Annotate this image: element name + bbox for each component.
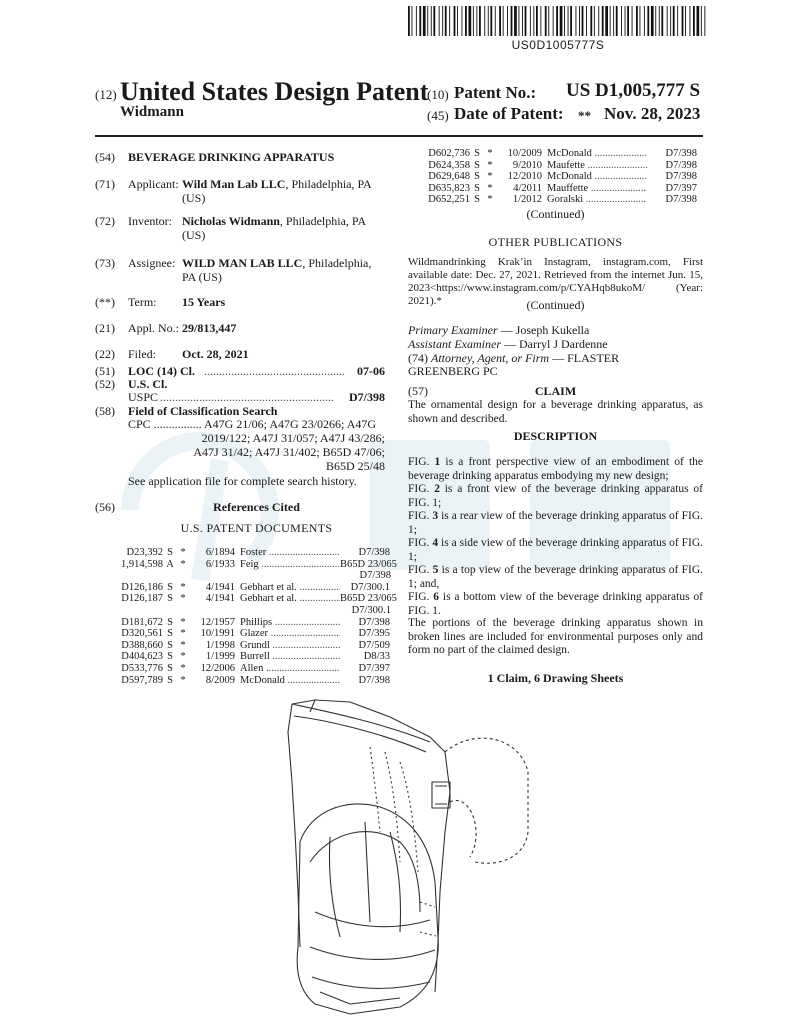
reference-number: D602,736 <box>428 148 470 159</box>
barcode-bar <box>697 6 700 36</box>
claim-text: The ornamental design for a beverage drinking apparatus, as shown and described. <box>408 399 703 425</box>
reference-name: Gebhart et al. ..... <box>235 582 340 594</box>
fig-number: 5 <box>432 564 439 576</box>
reference-date: 8/2009 <box>205 674 235 686</box>
barcode-bar <box>640 6 641 36</box>
barcode <box>408 6 708 36</box>
other-publications-title: OTHER PUBLICATIONS <box>488 235 623 249</box>
assignee-value: WILD MAN LAB LLC, Philadelphia, <box>182 256 372 270</box>
reference-star: * <box>487 171 493 183</box>
reference-star: * <box>180 593 186 605</box>
reference-number: D388,660 <box>121 639 163 651</box>
figure-description <box>408 483 703 510</box>
barcode-bar <box>503 6 504 36</box>
reference-name: Goralski ..... <box>542 194 647 206</box>
assignee-country: PA (US) <box>182 270 222 284</box>
reference-name: Mauffette ..... <box>542 183 647 195</box>
reference-name: Foster ..... <box>235 547 340 559</box>
barcode-bar <box>594 6 595 36</box>
reference-date: 1/2012 <box>512 194 542 206</box>
barcode-bar <box>627 6 629 36</box>
fig-text: is a bottom view of the beverage drinking apparatus of FIG. 1. <box>408 591 704 617</box>
reference-kind: S <box>167 616 173 628</box>
barcode-bar <box>495 6 496 36</box>
reference-kind: A <box>166 558 174 570</box>
barcode-bar <box>514 6 517 36</box>
reference-row <box>101 582 391 594</box>
reference-date: 1/1998 <box>205 639 235 651</box>
barcode-bar <box>525 6 527 36</box>
reference-date: 6/1894 <box>205 547 235 558</box>
barcode-bar <box>536 6 538 36</box>
date-stars: ** <box>578 108 591 123</box>
field-label: Field of Classification Search <box>128 404 278 418</box>
reference-date: 4/1941 <box>205 593 235 605</box>
barcode-bar <box>476 6 477 36</box>
reference-class: D7/398 <box>358 616 390 628</box>
barcode-bar <box>511 6 513 36</box>
barcode-bar <box>469 6 472 36</box>
continued-1: (Continued) <box>526 207 585 221</box>
reference-date: 1/1999 <box>205 651 235 663</box>
reference-star: * <box>180 639 186 651</box>
cpc-line-3: A47J 31/42; A47J 31/402; B65D 47/06; <box>193 445 385 459</box>
reference-date: 6/1933 <box>205 558 235 570</box>
patent-no-label: Patent No.: <box>454 83 537 102</box>
assignee-label: Assignee: <box>128 256 176 270</box>
barcode-bar <box>693 6 695 36</box>
barcode-bar <box>632 6 633 36</box>
barcode-bar <box>564 6 565 36</box>
loc-value: 07-06 <box>357 364 385 378</box>
barcode-bar <box>590 6 592 36</box>
barcode-bar <box>682 6 684 36</box>
cpc-line-4: B65D 25/48 <box>325 459 385 473</box>
reference-star: * <box>180 616 186 628</box>
reference-class: D7/300.1 <box>350 581 390 593</box>
reference-name: Grundl ..... <box>235 640 340 652</box>
barcode-bar <box>462 6 463 36</box>
reference-star: * <box>487 194 493 206</box>
reference-number: 1,914,598 <box>121 558 163 570</box>
reference-number: D23,392 <box>126 547 163 558</box>
reference-class: D7/398 <box>665 171 697 183</box>
barcode-bar <box>685 6 686 36</box>
barcode-bar <box>553 6 554 36</box>
applicant-country: (US) <box>182 191 206 205</box>
fig-text: is a front view of the beverage drinking apparatus of FIG. 1; <box>408 483 704 509</box>
applicant-code: (71) <box>95 177 115 191</box>
reference-name: Burrell ..... <box>235 651 340 663</box>
refs-code: (56) <box>95 500 115 514</box>
barcode-bar <box>473 6 474 36</box>
assignee-code: (73) <box>95 256 115 270</box>
barcode-bar <box>540 6 541 36</box>
reference-number: D597,789 <box>121 674 163 686</box>
barcode-bar <box>621 6 622 36</box>
barcode-bar <box>445 6 447 36</box>
code-12: (12) <box>95 87 117 102</box>
barcode-bar <box>598 6 599 36</box>
reference-row <box>101 617 391 629</box>
reference-row <box>408 194 703 206</box>
barcode-bar <box>667 6 668 36</box>
reference-kind: S <box>167 628 173 640</box>
barcode-bar <box>602 6 604 36</box>
reference-kind: S <box>474 194 480 206</box>
reference-kind: S <box>167 651 173 663</box>
fig-number: 6 <box>433 591 440 603</box>
inventor-surname: Widmann <box>120 104 184 120</box>
fig-prefix: FIG. <box>408 537 433 549</box>
reference-number: D624,358 <box>428 159 470 171</box>
cpc-line-2: 2019/122; A47J 31/057; A47J 43/286; <box>201 431 385 445</box>
reference-date: 9/2010 <box>512 159 542 171</box>
barcode-bar <box>454 6 456 36</box>
reference-number: D652,251 <box>428 194 470 206</box>
reference-kind: S <box>167 581 173 593</box>
barcode-bar <box>701 6 702 36</box>
reference-number: D635,823 <box>428 182 470 194</box>
applicant-label: Applicant: <box>128 177 179 191</box>
barcode-bar <box>522 6 523 36</box>
reference-class-continued: D7/300.1 <box>351 604 391 616</box>
reference-name: McDonald ..... <box>235 675 340 687</box>
continued-2: (Continued) <box>526 298 585 312</box>
figure-description <box>408 456 703 483</box>
reference-class: D7/398 <box>358 547 390 558</box>
barcode-bar <box>533 6 534 36</box>
barcode-bar <box>416 6 417 36</box>
design-drawing-figure <box>270 692 530 1022</box>
reference-kind: S <box>167 639 173 651</box>
inventor-label: Inventor: <box>128 214 172 228</box>
barcode-bar <box>507 6 508 36</box>
term-label: Term: <box>128 295 157 309</box>
code-45: (45) <box>427 108 449 123</box>
barcode-bar <box>576 6 577 36</box>
reference-name: Phillips ..... <box>235 617 340 629</box>
reference-number: D404,623 <box>121 651 163 663</box>
reference-row <box>101 547 391 559</box>
barcode-bar <box>568 6 569 36</box>
fig-number: 2 <box>434 483 440 495</box>
reference-star: * <box>180 547 186 558</box>
figure-descriptions <box>408 456 703 618</box>
barcode-number: US0D1005777S <box>511 38 605 52</box>
reference-class: D7/398 <box>665 194 697 206</box>
other-publication-entry: Wildmandrinking Krak’in Instagram, instagram.com, First available date: Dec. 27, 2021. Retrieved from the internet Jun. 15, 2023<https://www.instagram.com/p/CYAHqb8ukoM/ (Year: 2021).* <box>408 256 703 307</box>
reference-class: D7/397 <box>665 182 697 194</box>
barcode-bar <box>427 6 428 36</box>
inventor-country: (US) <box>182 228 206 242</box>
fig-prefix: FIG. <box>408 510 433 522</box>
reference-star: * <box>180 651 186 663</box>
reference-class: D7/398 <box>665 148 697 159</box>
barcode-bar <box>704 6 705 36</box>
reference-star: * <box>180 628 186 640</box>
reference-name: Allen ..... <box>235 663 340 675</box>
figure-description <box>408 537 703 564</box>
reference-number: D126,187 <box>121 593 163 605</box>
us-docs-title: U.S. PATENT DOCUMENTS <box>180 521 333 535</box>
reference-row <box>101 640 391 652</box>
fig-text: is a rear view of the beverage drinking apparatus of FIG. 1; <box>408 510 704 536</box>
barcode-bar <box>457 6 458 36</box>
patent-number: US D1,005,777 S <box>566 80 701 101</box>
barcode-bar <box>582 6 584 36</box>
reference-row <box>408 171 703 183</box>
reference-star: * <box>180 558 186 570</box>
description-title: DESCRIPTION <box>513 429 598 443</box>
barcode-bar <box>412 6 413 36</box>
filed-label: Filed: <box>128 347 157 361</box>
see-application-note: See application file for complete search history. <box>128 474 357 488</box>
barcode-bar <box>490 6 492 36</box>
attorney-firm-cont: GREENBERG PC <box>408 364 498 378</box>
fig-text: is a side view of the beverage drinking apparatus of FIG. 1; <box>408 537 704 563</box>
broken-lines-note: The portions of the beverage drinking apparatus shown in broken lines are included for environmental purposes only and form no part of the claimed design. <box>408 617 703 656</box>
design-title: BEVERAGE DRINKING APPARATUS <box>128 150 335 164</box>
us-references-list-continued <box>408 148 703 206</box>
filed-code: (22) <box>95 347 115 361</box>
barcode-bar <box>661 6 663 36</box>
uspc-label: USPC <box>128 390 159 404</box>
header-rule <box>95 135 703 137</box>
barcode-bar <box>556 6 558 36</box>
fig-prefix: FIG. <box>408 483 435 495</box>
reference-kind: S <box>167 662 173 674</box>
loc-label: LOC (14) Cl. <box>128 364 195 378</box>
reference-class-continued: D7/398 <box>359 570 391 582</box>
reference-name: McDonald ..... <box>542 148 647 160</box>
cpc-line-1: CPC ................ A47G 21/06; A47G 23/0266; A47G <box>128 417 377 431</box>
fig-prefix: FIG. <box>408 564 433 576</box>
claim-title: CLAIM <box>534 384 577 398</box>
barcode-bar <box>677 6 678 36</box>
barcode-bar <box>548 6 549 36</box>
reference-name: Glazer ..... <box>235 628 340 640</box>
barcode-bar <box>636 6 638 36</box>
barcode-bar <box>439 6 440 36</box>
fig-number: 4 <box>432 537 439 549</box>
reference-name: McDonald ..... <box>542 171 647 183</box>
term-value: 15 Years <box>182 295 226 309</box>
refs-title: References Cited <box>213 500 300 514</box>
appl-code: (21) <box>95 321 115 335</box>
barcode-bar <box>560 6 563 36</box>
uscl-label: U.S. Cl. <box>128 377 168 391</box>
loc-dots: ............................................... <box>204 364 345 378</box>
barcode-bar <box>570 6 572 36</box>
title-code: (54) <box>95 150 115 164</box>
reference-number: D181,672 <box>121 616 163 628</box>
primary-examiner: Primary Examiner — Joseph Kukella <box>408 323 590 337</box>
reference-class: B65D 23/065 <box>340 593 397 605</box>
reference-row <box>408 148 703 160</box>
barcode-bar <box>651 6 654 36</box>
reference-class: B65D 23/065 <box>340 558 397 570</box>
reference-class: D7/398 <box>358 674 390 686</box>
reference-date: 10/2009 <box>507 148 542 159</box>
reference-kind: S <box>474 159 480 171</box>
code-10: (10) <box>427 87 449 102</box>
uscl-code: (52) <box>95 377 115 391</box>
barcode-bar <box>610 6 611 36</box>
barcode-bar <box>433 6 435 36</box>
barcode-bar <box>479 6 481 36</box>
reference-number: D126,186 <box>121 581 163 593</box>
reference-row <box>101 593 397 605</box>
figure-description <box>408 564 703 591</box>
reference-class: D7/397 <box>358 662 390 674</box>
reference-date: 4/1941 <box>205 581 235 593</box>
reference-date: 12/2010 <box>507 171 542 183</box>
fig-prefix: FIG. <box>408 591 434 603</box>
appl-value: 29/813,447 <box>182 321 237 335</box>
reference-star: * <box>180 581 186 593</box>
barcode-bar <box>419 6 421 36</box>
filed-value: Oct. 28, 2021 <box>182 347 249 361</box>
reference-class: D7/395 <box>358 628 390 640</box>
barcode-bar <box>613 6 614 36</box>
reference-row <box>101 651 391 663</box>
reference-date: 12/1957 <box>200 616 235 628</box>
reference-class: D7/398 <box>665 159 697 171</box>
barcode-bar <box>449 6 450 36</box>
fig-number: 1 <box>434 456 441 468</box>
reference-date: 4/2011 <box>513 182 542 194</box>
barcode-bar <box>586 6 587 36</box>
barcode-bar <box>499 6 501 36</box>
fig-number: 3 <box>432 510 439 522</box>
reference-kind: S <box>167 547 173 558</box>
barcode-bar <box>545 6 547 36</box>
date-label: Date of Patent: <box>454 104 564 123</box>
reference-kind: S <box>474 182 480 194</box>
reference-star: * <box>180 674 186 686</box>
uspc-dots: .......................................................... <box>160 390 334 404</box>
reference-kind: S <box>167 593 173 605</box>
figure-description <box>408 510 703 537</box>
barcode-bar <box>431 6 432 36</box>
fig-prefix: FIG. <box>408 456 435 468</box>
reference-star: * <box>487 159 493 171</box>
patent-type-title: United States Design Patent <box>120 77 429 106</box>
applicant-value: Wild Man Lab LLC, Philadelphia, PA <box>182 177 372 191</box>
reference-star: * <box>180 662 186 674</box>
barcode-bar <box>659 6 660 36</box>
barcode-bar <box>670 6 671 36</box>
barcode-bar <box>644 6 645 36</box>
barcode-bar <box>423 6 426 36</box>
fig-text: is a front perspective view of an embodiment of the beverage drinking apparatus embodying my new design; <box>408 456 704 482</box>
barcode-bar <box>488 6 489 36</box>
barcode-bar <box>465 6 467 36</box>
fig-text: is a top view of the beverage drinking apparatus of FIG. 1; and, <box>408 564 704 590</box>
reference-row <box>101 675 391 687</box>
barcode-bar <box>690 6 691 36</box>
barcode-bar <box>605 6 608 36</box>
reference-number: D629,648 <box>428 171 470 183</box>
barcode-bar <box>647 6 649 36</box>
reference-kind: S <box>167 674 173 686</box>
barcode-bar <box>442 6 443 36</box>
reference-name: Feig ..... <box>235 559 340 571</box>
us-references-list <box>101 547 397 686</box>
reference-date: 10/1991 <box>200 628 235 640</box>
barcode-bar <box>673 6 675 36</box>
term-code: (**) <box>95 295 115 309</box>
attorney: (74) Attorney, Agent, or Firm — FLASTER <box>408 351 620 365</box>
barcode-bar <box>530 6 531 36</box>
loc-code: (51) <box>95 364 115 378</box>
inventor-value: Nicholas Widmann, Philadelphia, PA <box>182 214 367 228</box>
reference-star: * <box>487 182 493 194</box>
uspc-value: D7/398 <box>349 390 385 404</box>
field-code: (58) <box>95 404 115 418</box>
reference-row <box>408 160 703 172</box>
reference-row <box>101 628 391 640</box>
barcode-bar <box>484 6 485 36</box>
reference-name: Maufette ..... <box>542 160 647 172</box>
figure-description <box>408 591 703 618</box>
reference-row <box>101 663 391 675</box>
reference-kind: S <box>474 148 480 159</box>
claims-and-sheets: 1 Claim, 6 Drawing Sheets <box>487 671 624 685</box>
reference-number: D320,561 <box>121 628 163 640</box>
reference-row <box>101 558 397 571</box>
reference-row <box>408 183 703 195</box>
reference-class: D7/509 <box>358 639 390 651</box>
reference-kind: S <box>474 171 480 183</box>
barcode-bar <box>579 6 580 36</box>
barcode-bar <box>616 6 618 36</box>
reference-class: D8/33 <box>363 651 390 663</box>
barcode-bar <box>519 6 520 36</box>
patent-date: Nov. 28, 2023 <box>604 104 701 123</box>
barcode-bar <box>625 6 626 36</box>
assistant-examiner: Assistant Examiner — Darryl J Dardenne <box>408 337 608 351</box>
claim-code: (57) <box>408 384 428 398</box>
barcode-bar <box>655 6 656 36</box>
reference-number: D533,776 <box>121 662 163 674</box>
reference-date: 12/2006 <box>200 662 235 674</box>
barcode-bar <box>408 6 410 36</box>
appl-label: Appl. No.: <box>128 321 179 335</box>
reference-name: Gebhart et al. ..... <box>235 593 340 605</box>
reference-star: * <box>487 148 493 159</box>
inventor-code: (72) <box>95 214 115 228</box>
